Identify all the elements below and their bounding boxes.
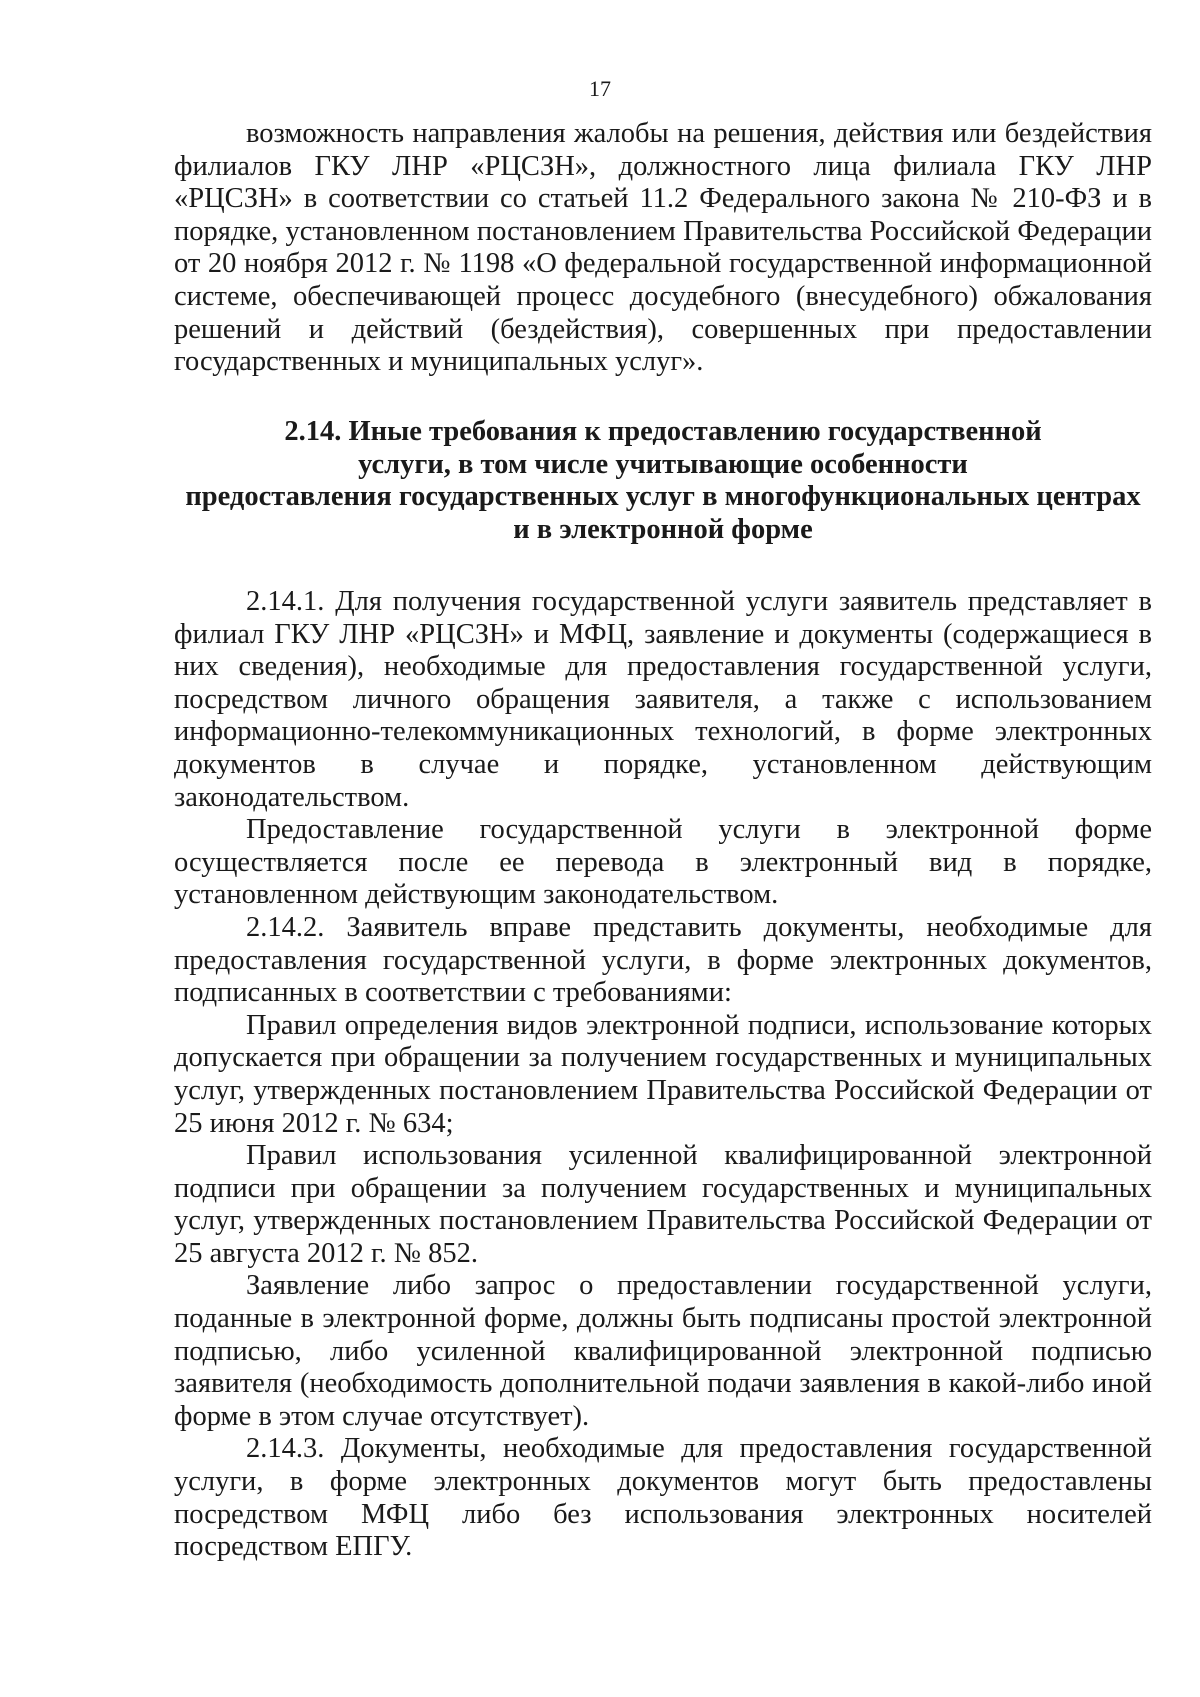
heading-line: услуги, в том числе учитывающие особенности bbox=[358, 448, 968, 480]
paragraph-rules-634: Правил определения видов электронной подписи, использование которых допускается при обращении за получением государственных и муниципальных услуг, утвержденных постановлением Правительства Российской Федерации от 25 июня 2012 г. № 634; bbox=[174, 1009, 1152, 1139]
paragraph-2-14-1: 2.14.1. Для получения государственной услуги заявитель представляет в филиал ГКУ ЛНР «РЦСЗН» и МФЦ, заявление и документы (содержащиеся в них сведения), необходимые для предоставления государственной услуги, посредством личного обращения заявителя, а также с использованием информационно-телекоммуникационных технологий, в форме электронных документов в случае и порядке, установленном действующим законодательством. bbox=[174, 586, 1152, 813]
paragraph-signature: Заявление либо запрос о предоставлении государственной услуги, поданные в электронной форме, должны быть подписаны простой электронной подписью, либо усиленной квалифицированной электронной подписью заявителя (необходимость дополнительной подачи заявления в какой-либо иной форме в этом случае отсутствует). bbox=[174, 1270, 1152, 1432]
paragraph-2-14-2: 2.14.2. Заявитель вправе представить документы, необходимые для предоставления государственной услуги, в форме электронных документов, подписанных в соответствии с требованиями: bbox=[174, 911, 1152, 1009]
intro-block bbox=[174, 118, 1152, 379]
paragraph-rules-852: Правил использования усиленной квалифицированной электронной подписи при обращении за получением государственных и муниципальных услуг, утвержденных постановлением Правительства Российской Федерации от 25 августа 2012 г. № 852. bbox=[174, 1140, 1152, 1269]
intro-paragraph: возможность направления жалобы на решения, действия или бездействия филиалов ГКУ ЛНР «РЦСЗН», должностного лица филиала ГКУ ЛНР «РЦСЗН» в соответствии со статьей 11.2 Федерального закона № 210-ФЗ и в порядке, установленном постановлением Правительства Российской Федерации от 20 ноября 2012 г. № 1198 «О федеральной государственной информационной системе, обеспечивающей процесс досудебного (внесудебного) обжалования решений и действий (бездействия), совершенных при предоставлении государственных и муниципальных услуг». bbox=[174, 118, 1152, 378]
heading-line: предоставления государственных услуг в многофункциональных центрах bbox=[185, 481, 1141, 513]
paragraph-2-14-3: 2.14.3. Документы, необходимые для предоставления государственной услуги, в форме электронных документов могут быть предоставлены посредством МФЦ либо без использования электронных носителей посредством ЕПГУ. bbox=[174, 1433, 1152, 1563]
page-number: 17 bbox=[589, 76, 611, 101]
section-heading bbox=[174, 416, 1152, 546]
heading-line: и в электронной форме bbox=[513, 513, 813, 545]
section-body bbox=[174, 586, 1152, 1564]
heading-line: 2.14. Иные требования к предоставлению государственной bbox=[284, 416, 1042, 447]
paragraph-electronic-form: Предоставление государственной услуги в электронной форме осуществляется после ее перевода в электронный вид в порядке, установленном действующим законодательством. bbox=[174, 814, 1152, 911]
